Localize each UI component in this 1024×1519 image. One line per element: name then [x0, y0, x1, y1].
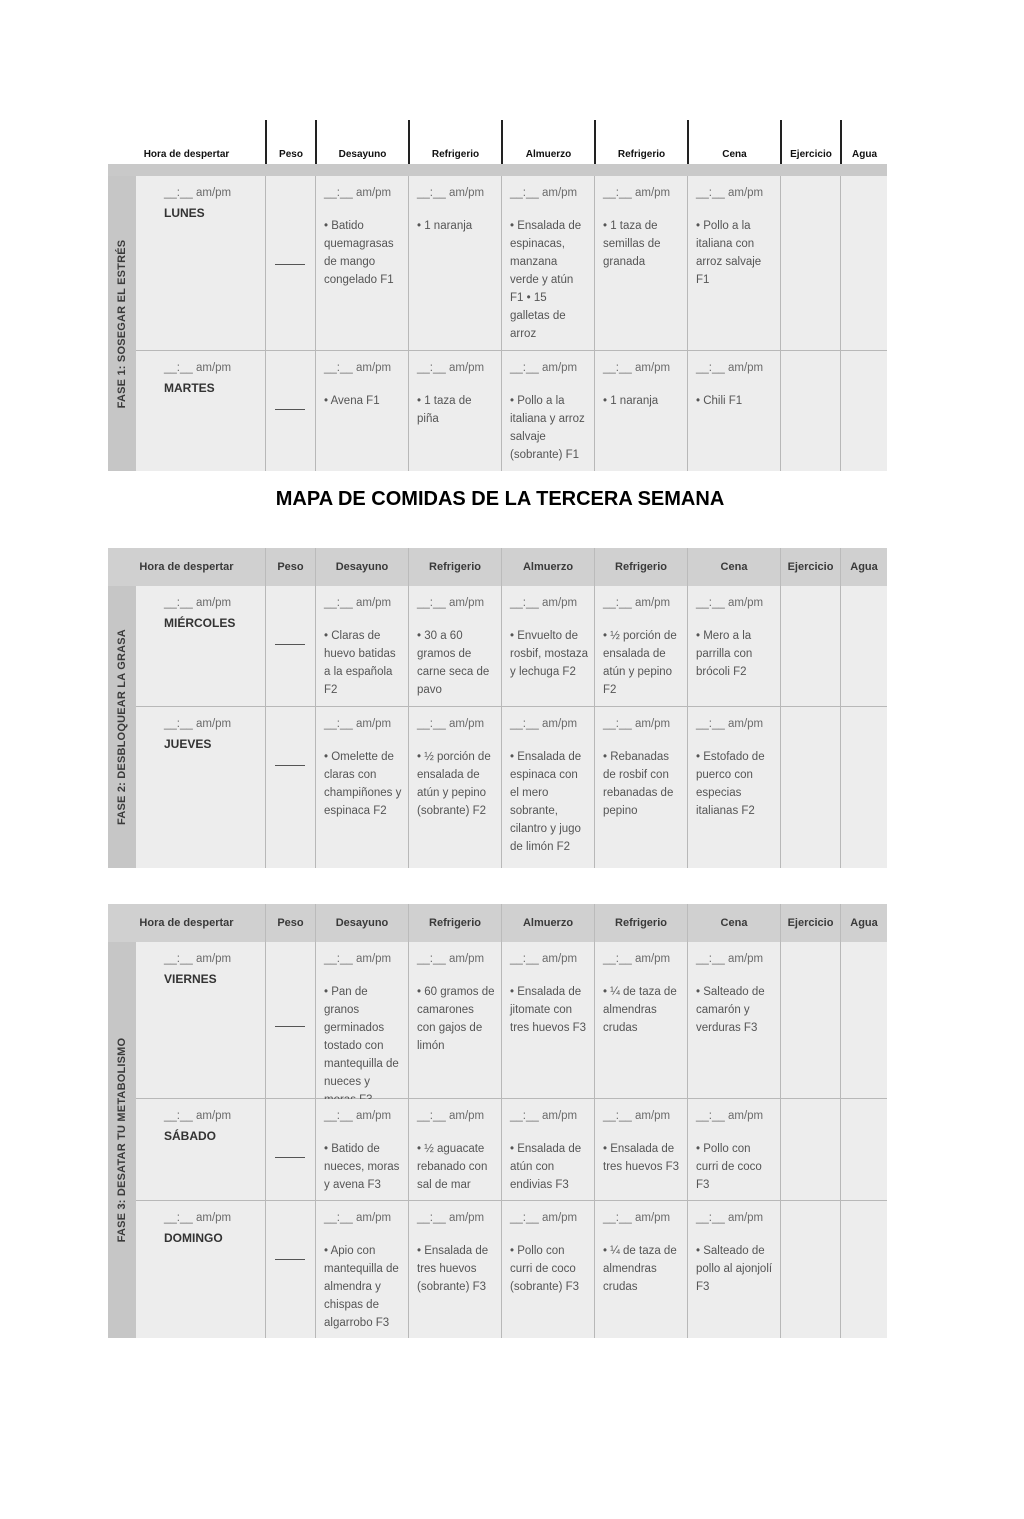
water-cell[interactable] [840, 1201, 887, 1338]
exercise-cell[interactable] [780, 586, 840, 706]
lunch-cell [501, 351, 594, 471]
header-wake-time: Hora de despertar [143, 149, 230, 160]
weight-blank-line [275, 409, 305, 410]
snack-1-cell [408, 351, 501, 471]
meal-time-field[interactable]: __:__ am/pm [324, 362, 392, 374]
water-cell[interactable] [840, 351, 887, 471]
meal-text: • 60 gramos de camarones con gajos de limón [417, 986, 495, 1052]
header-wake-time: Hora de despertar [139, 561, 234, 573]
header-wake-time: Hora de despertar [139, 917, 234, 929]
meal-time-field[interactable]: __:__ am/pm [603, 1212, 671, 1224]
breakfast-cell [315, 176, 408, 350]
meal-time-field[interactable]: __:__ am/pm [696, 953, 764, 965]
table-header [108, 548, 887, 586]
meal-time-field[interactable]: __:__ am/pm [603, 597, 671, 609]
lunch-cell [501, 942, 594, 1115]
lunch-cell [501, 1099, 594, 1200]
meal-time-field[interactable]: __:__ am/pm [696, 362, 764, 374]
meal-text: • Pollo a la italiana y arroz salvaje (sobrante) F1 [510, 395, 585, 461]
meal-text: • ½ porción de ensalada de atún y pepino (sobrante) F2 [417, 751, 491, 817]
header-exercise: Ejercicio [780, 120, 840, 164]
water-cell[interactable] [840, 176, 887, 350]
exercise-cell[interactable] [780, 351, 840, 471]
meal-time-field[interactable]: __:__ am/pm [696, 1212, 764, 1224]
weight-field[interactable] [265, 586, 315, 706]
header-weight: Peso [265, 904, 315, 942]
meal-text: • Batido de nueces, moras y avena F3 [324, 1143, 400, 1191]
meal-time-field[interactable]: __:__ am/pm [417, 1110, 485, 1122]
meal-time-field[interactable]: __:__ am/pm [417, 187, 485, 199]
day-row-sabado [136, 1099, 887, 1201]
header-weight: Peso [265, 120, 315, 164]
wake-time-cell [136, 942, 265, 1115]
table-header [108, 120, 887, 164]
meal-time-field[interactable]: __:__ am/pm [324, 1110, 392, 1122]
header-divider [108, 164, 887, 176]
snack-2-cell [594, 176, 687, 350]
meal-text: • Pollo con curri de coco F3 [696, 1143, 762, 1191]
day-row-lunes [136, 176, 887, 351]
snack-1-cell [408, 1099, 501, 1200]
meal-text: • ½ porción de ensalada de atún y pepino F2 [603, 630, 677, 696]
meal-time-field[interactable]: __:__ am/pm [696, 718, 764, 730]
meal-time-field[interactable]: __:__ am/pm [417, 953, 485, 965]
wake-time-cell [136, 1201, 265, 1338]
meal-time-field[interactable]: __:__ am/pm [696, 187, 764, 199]
snack-2-cell [594, 1201, 687, 1338]
header-exercise: Ejercicio [780, 904, 840, 942]
lunch-cell [501, 1201, 594, 1338]
header-lunch: Almuerzo [501, 120, 594, 164]
day-name: DOMINGO [164, 1231, 223, 1245]
meal-text: • Chili F1 [696, 395, 743, 407]
weight-blank-line [275, 1157, 305, 1158]
exercise-cell[interactable] [780, 176, 840, 350]
meal-time-field[interactable]: __:__ am/pm [324, 953, 392, 965]
lunch-cell [501, 586, 594, 706]
day-row-viernes [136, 942, 887, 1099]
meal-text: • Pollo a la italiana con arroz salvaje F1 [696, 220, 762, 286]
meal-time-field[interactable]: __:__ am/pm [324, 1212, 392, 1224]
day-name: VIERNES [164, 972, 217, 986]
meal-time-field[interactable]: __:__ am/pm [324, 718, 392, 730]
header-snack-2: Refrigerio [594, 904, 687, 942]
exercise-cell[interactable] [780, 1099, 840, 1200]
table-body [108, 176, 887, 471]
dinner-cell [687, 351, 780, 471]
dinner-cell [687, 1099, 780, 1200]
snack-1-cell [408, 942, 501, 1115]
meal-text: • 1 taza de piña [417, 395, 472, 425]
meal-time-field[interactable]: __:__ am/pm [603, 362, 671, 374]
weight-field[interactable] [265, 351, 315, 471]
header-water: Agua [840, 548, 887, 586]
snack-2-cell [594, 1099, 687, 1200]
day-row-jueves [136, 707, 887, 868]
meal-text: • Mero a la parrilla con brócoli F2 [696, 630, 753, 678]
meal-text: • 1 taza de semillas de granada [603, 220, 661, 268]
breakfast-cell [315, 707, 408, 868]
day-rows [136, 586, 887, 868]
meal-text: • Pollo con curri de coco (sobrante) F3 [510, 1245, 580, 1293]
meal-time-field[interactable]: __:__ am/pm [510, 362, 578, 374]
weight-blank-line [275, 1259, 305, 1260]
meal-text: • Claras de huevo batidas a la española F2 [324, 630, 396, 696]
dinner-cell [687, 707, 780, 868]
meal-time-field[interactable]: __:__ am/pm [603, 1110, 671, 1122]
meal-time-field[interactable]: __:__ am/pm [603, 953, 671, 965]
meal-text: • Omelette de claras con champiñones y espinaca F2 [324, 751, 402, 817]
wake-time-cell [136, 351, 265, 471]
weight-blank-line [275, 1026, 305, 1027]
wake-time-cell [136, 586, 265, 706]
wake-time-field[interactable]: __:__ am/pm [164, 187, 232, 199]
page-title: MAPA DE COMIDAS DE LA TERCERA SEMANA [275, 488, 725, 510]
header-snack-1: Refrigerio [408, 120, 501, 164]
header-snack-2: Refrigerio [594, 548, 687, 586]
meal-text: • ¼ de taza de almendras crudas [603, 986, 677, 1034]
header-snack-1: Refrigerio [408, 904, 501, 942]
exercise-cell[interactable] [780, 942, 840, 1115]
phase-label-text: FASE 3: DESATAR TU METABOLISMO [116, 1037, 128, 1243]
day-rows [136, 942, 887, 1338]
meal-text: • Avena F1 [324, 395, 380, 407]
meal-time-field[interactable]: __:__ am/pm [510, 597, 578, 609]
snack-2-cell [594, 586, 687, 706]
day-name: JUEVES [164, 737, 212, 751]
meal-text: • Rebanadas de rosbif con rebanadas de pepino [603, 751, 674, 817]
water-cell[interactable] [840, 707, 887, 868]
phase-label [108, 176, 136, 471]
weight-field[interactable] [265, 1201, 315, 1338]
day-row-miercoles [136, 586, 887, 707]
weight-field[interactable] [265, 176, 315, 350]
breakfast-cell [315, 1201, 408, 1338]
weight-blank-line [275, 264, 305, 265]
weight-field[interactable] [265, 707, 315, 868]
wake-time-field[interactable]: __:__ am/pm [164, 953, 232, 965]
meal-text: • Ensalada de jitomate con tres huevos F3 [510, 986, 587, 1034]
header-snack-2: Refrigerio [594, 120, 687, 164]
breakfast-cell [315, 942, 408, 1115]
snack-1-cell [408, 586, 501, 706]
header-lunch: Almuerzo [501, 904, 594, 942]
meal-text: • 30 a 60 gramos de carne seca de pavo [417, 630, 490, 696]
meal-time-field[interactable]: __:__ am/pm [510, 1212, 578, 1224]
meal-text: • Apio con mantequilla de almendra y chispas de algarrobo F3 [324, 1245, 399, 1329]
meal-text: • 1 naranja [603, 395, 659, 407]
header-breakfast: Desayuno [315, 548, 408, 586]
table-body [108, 586, 887, 868]
lunch-cell [501, 176, 594, 350]
header-water: Agua [840, 904, 887, 942]
phase-label [108, 586, 136, 868]
header-dinner: Cena [687, 548, 780, 586]
meal-text: • ½ aguacate rebanado con sal de mar [417, 1143, 488, 1191]
water-cell[interactable] [840, 942, 887, 1115]
meal-table-phase-1 [108, 120, 887, 471]
weight-blank-line [275, 765, 305, 766]
meal-time-field[interactable]: __:__ am/pm [417, 362, 485, 374]
meal-time-field[interactable]: __:__ am/pm [417, 718, 485, 730]
header-breakfast: Desayuno [315, 904, 408, 942]
day-name: MARTES [164, 381, 215, 395]
phase-label-text: FASE 1: SOSEGAR EL ESTRÉS [116, 239, 128, 408]
snack-1-cell [408, 707, 501, 868]
snack-2-cell [594, 707, 687, 868]
meal-text: • Ensalada de tres huevos (sobrante) F3 [417, 1245, 489, 1293]
meal-text: • Ensalada de atún con endivias F3 [510, 1143, 582, 1191]
header-exercise: Ejercicio [780, 548, 840, 586]
wake-time-field[interactable]: __:__ am/pm [164, 597, 232, 609]
header-water: Agua [840, 120, 887, 164]
header-weight: Peso [265, 548, 315, 586]
meal-time-field[interactable]: __:__ am/pm [324, 597, 392, 609]
snack-1-cell [408, 1201, 501, 1338]
meal-time-field[interactable]: __:__ am/pm [603, 718, 671, 730]
meal-time-field[interactable]: __:__ am/pm [510, 718, 578, 730]
dinner-cell [687, 1201, 780, 1338]
dinner-cell [687, 176, 780, 350]
day-row-domingo [136, 1201, 887, 1338]
breakfast-cell [315, 351, 408, 471]
meal-text: • 1 naranja [417, 220, 473, 232]
phase-label [108, 942, 136, 1338]
weight-blank-line [275, 644, 305, 645]
phase-label-text: FASE 2: DESBLOQUEAR LA GRASA [116, 629, 128, 825]
snack-1-cell [408, 176, 501, 350]
header-lunch: Almuerzo [501, 548, 594, 586]
breakfast-cell [315, 1099, 408, 1200]
dinner-cell [687, 942, 780, 1115]
day-name: SÁBADO [164, 1129, 217, 1143]
meal-time-field[interactable]: __:__ am/pm [324, 187, 392, 199]
header-breakfast: Desayuno [315, 120, 408, 164]
day-name: LUNES [164, 206, 205, 220]
day-row-martes [136, 351, 887, 471]
wake-time-cell [136, 176, 265, 350]
day-name: MIÉRCOLES [164, 616, 236, 630]
meal-time-field[interactable]: __:__ am/pm [417, 1212, 485, 1224]
snack-2-cell [594, 942, 687, 1115]
wake-time-field[interactable]: __:__ am/pm [164, 1110, 232, 1122]
table-header [108, 904, 887, 942]
wake-time-field[interactable]: __:__ am/pm [164, 1212, 232, 1224]
meal-time-field[interactable]: __:__ am/pm [510, 1110, 578, 1122]
meal-time-field[interactable]: __:__ am/pm [510, 187, 578, 199]
wake-time-cell [136, 1099, 265, 1200]
meal-text: • Ensalada de espinacas, manzana verde y atún F1 • 15 galletas de arroz [510, 220, 582, 340]
meal-time-field[interactable]: __:__ am/pm [603, 187, 671, 199]
meal-text: • Ensalada de tres huevos F3 [603, 1143, 680, 1173]
day-rows [136, 176, 887, 471]
breakfast-cell [315, 586, 408, 706]
table-body [108, 942, 887, 1338]
meal-text: • Pan de granos germinados tostado con mantequilla de nueces y [324, 986, 399, 1088]
water-cell[interactable] [840, 1099, 887, 1200]
meal-time-field[interactable]: __:__ am/pm [696, 1110, 764, 1122]
meal-text: • Ensalada de espinaca con el mero sobrante, cilantro y jugo de limón F2 [510, 751, 582, 853]
wake-time-cell [136, 707, 265, 868]
meal-text: • Batido quemagrasas de mango congelado F1 [324, 220, 394, 286]
header-dinner: Cena [687, 120, 780, 164]
weight-field[interactable] [265, 1099, 315, 1200]
water-cell[interactable] [840, 586, 887, 706]
header-dinner: Cena [687, 904, 780, 942]
meal-table-phase-2 [108, 548, 887, 868]
lunch-cell [501, 707, 594, 868]
weight-field[interactable] [265, 942, 315, 1115]
header-snack-1: Refrigerio [408, 548, 501, 586]
meal-time-field[interactable]: __:__ am/pm [417, 597, 485, 609]
meal-text: • Estofado de puerco con especias italianas F2 [696, 751, 765, 817]
meal-text: • Envuelto de rosbif, mostaza y lechuga F2 [510, 630, 588, 678]
wake-time-field[interactable]: __:__ am/pm [164, 362, 232, 374]
wake-time-field[interactable]: __:__ am/pm [164, 718, 232, 730]
meal-table-phase-3 [108, 904, 887, 1338]
dinner-cell [687, 586, 780, 706]
meal-text: • ¼ de taza de almendras crudas [603, 1245, 677, 1293]
meal-text: • Salteado de pollo al ajonjolí F3 [696, 1245, 773, 1293]
exercise-cell[interactable] [780, 707, 840, 868]
meal-time-field[interactable]: __:__ am/pm [696, 597, 764, 609]
exercise-cell[interactable] [780, 1201, 840, 1338]
snack-2-cell [594, 351, 687, 471]
meal-time-field[interactable]: __:__ am/pm [510, 953, 578, 965]
meal-text: • Salteado de camarón y verduras F3 [696, 986, 765, 1034]
